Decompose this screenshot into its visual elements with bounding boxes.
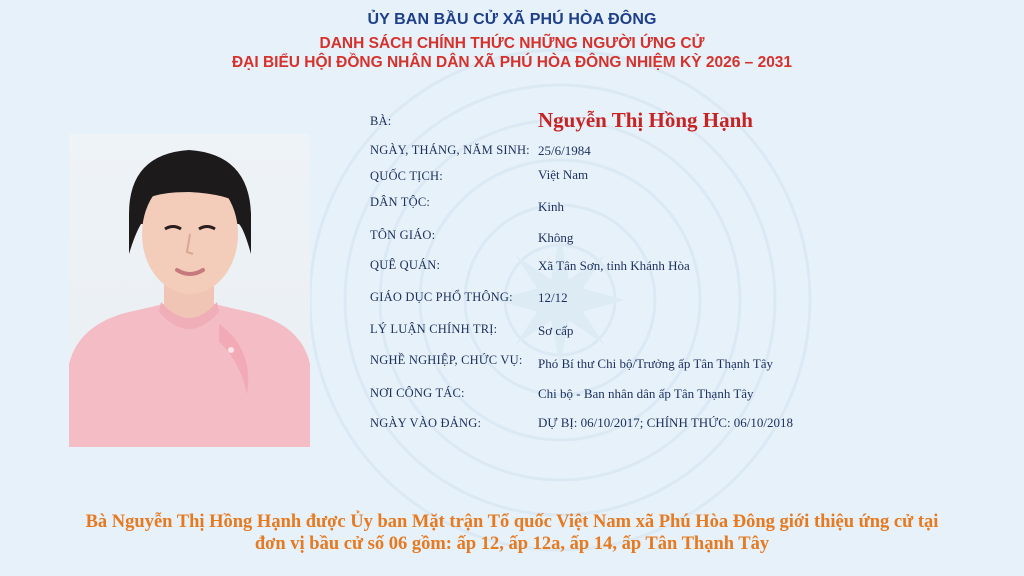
label-party-admission-date: NGÀY VÀO ĐẢNG: (370, 416, 482, 430)
label-occupation-position: NGHỀ NGHIỆP, CHỨC VỤ: (370, 353, 523, 367)
value-nationality: Việt Nam (538, 167, 589, 182)
value-party-admission-date: DỰ BỊ: 06/10/2017; CHÍNH THỨC: 06/10/2018 (538, 415, 794, 430)
value-occupation-position: Phó Bí thư Chi bộ/Trưởng ấp Tân Thạnh Tây (538, 356, 773, 371)
label-hometown: QUÊ QUÁN: (370, 258, 441, 272)
value-general-education: 12/12 (538, 290, 568, 305)
value-ethnicity: Kinh (538, 199, 564, 214)
list-title-line2: ĐẠI BIỂU HỘI ĐỒNG NHÂN DÂN XÃ PHÚ HÒA ĐÔNG NHIỆM KỲ 2026 – 2031 (231, 54, 793, 71)
label-political-theory: LÝ LUẬN CHÍNH TRỊ: (370, 322, 498, 336)
label-ethnicity: DÂN TỘC: (370, 195, 431, 209)
nomination-statement-line2: đơn vị bầu cử số 06 gồm: ấp 12, ấp 12a, ấp 14, ấp Tân Thạnh Tây (254, 534, 770, 554)
label-religion: TÔN GIÁO: (370, 228, 436, 242)
label-date-of-birth: NGÀY, THÁNG, NĂM SINH: (370, 143, 530, 157)
candidate-photo (69, 134, 310, 447)
label-nationality: QUỐC TỊCH: (370, 169, 443, 183)
value-hometown: Xã Tân Sơn, tỉnh Khánh Hòa (538, 258, 690, 273)
candidate-name: Nguyễn Thị Hồng Hạnh (538, 108, 753, 132)
label-general-education: GIÁO DỤC PHỔ THÔNG: (370, 290, 513, 304)
label-workplace: NƠI CÔNG TÁC: (370, 386, 465, 400)
list-title-line1: DANH SÁCH CHÍNH THỨC NHỮNG NGƯỜI ỨNG CỬ (319, 35, 705, 52)
value-political-theory: Sơ cấp (538, 323, 574, 338)
value-date-of-birth: 25/6/1984 (538, 143, 591, 158)
label-title: BÀ: (370, 114, 392, 128)
election-committee-title: ỦY BAN BẦU CỬ XÃ PHÚ HÒA ĐÔNG (367, 11, 657, 28)
value-workplace: Chi bộ - Ban nhân dân ấp Tân Thạnh Tây (538, 386, 754, 401)
value-religion: Không (538, 230, 574, 245)
nomination-statement-line1: Bà Nguyễn Thị Hồng Hạnh được Ủy ban Mặt trận Tổ quốc Việt Nam xã Phú Hòa Đông giới thiệu ứng cử tại (85, 512, 939, 532)
